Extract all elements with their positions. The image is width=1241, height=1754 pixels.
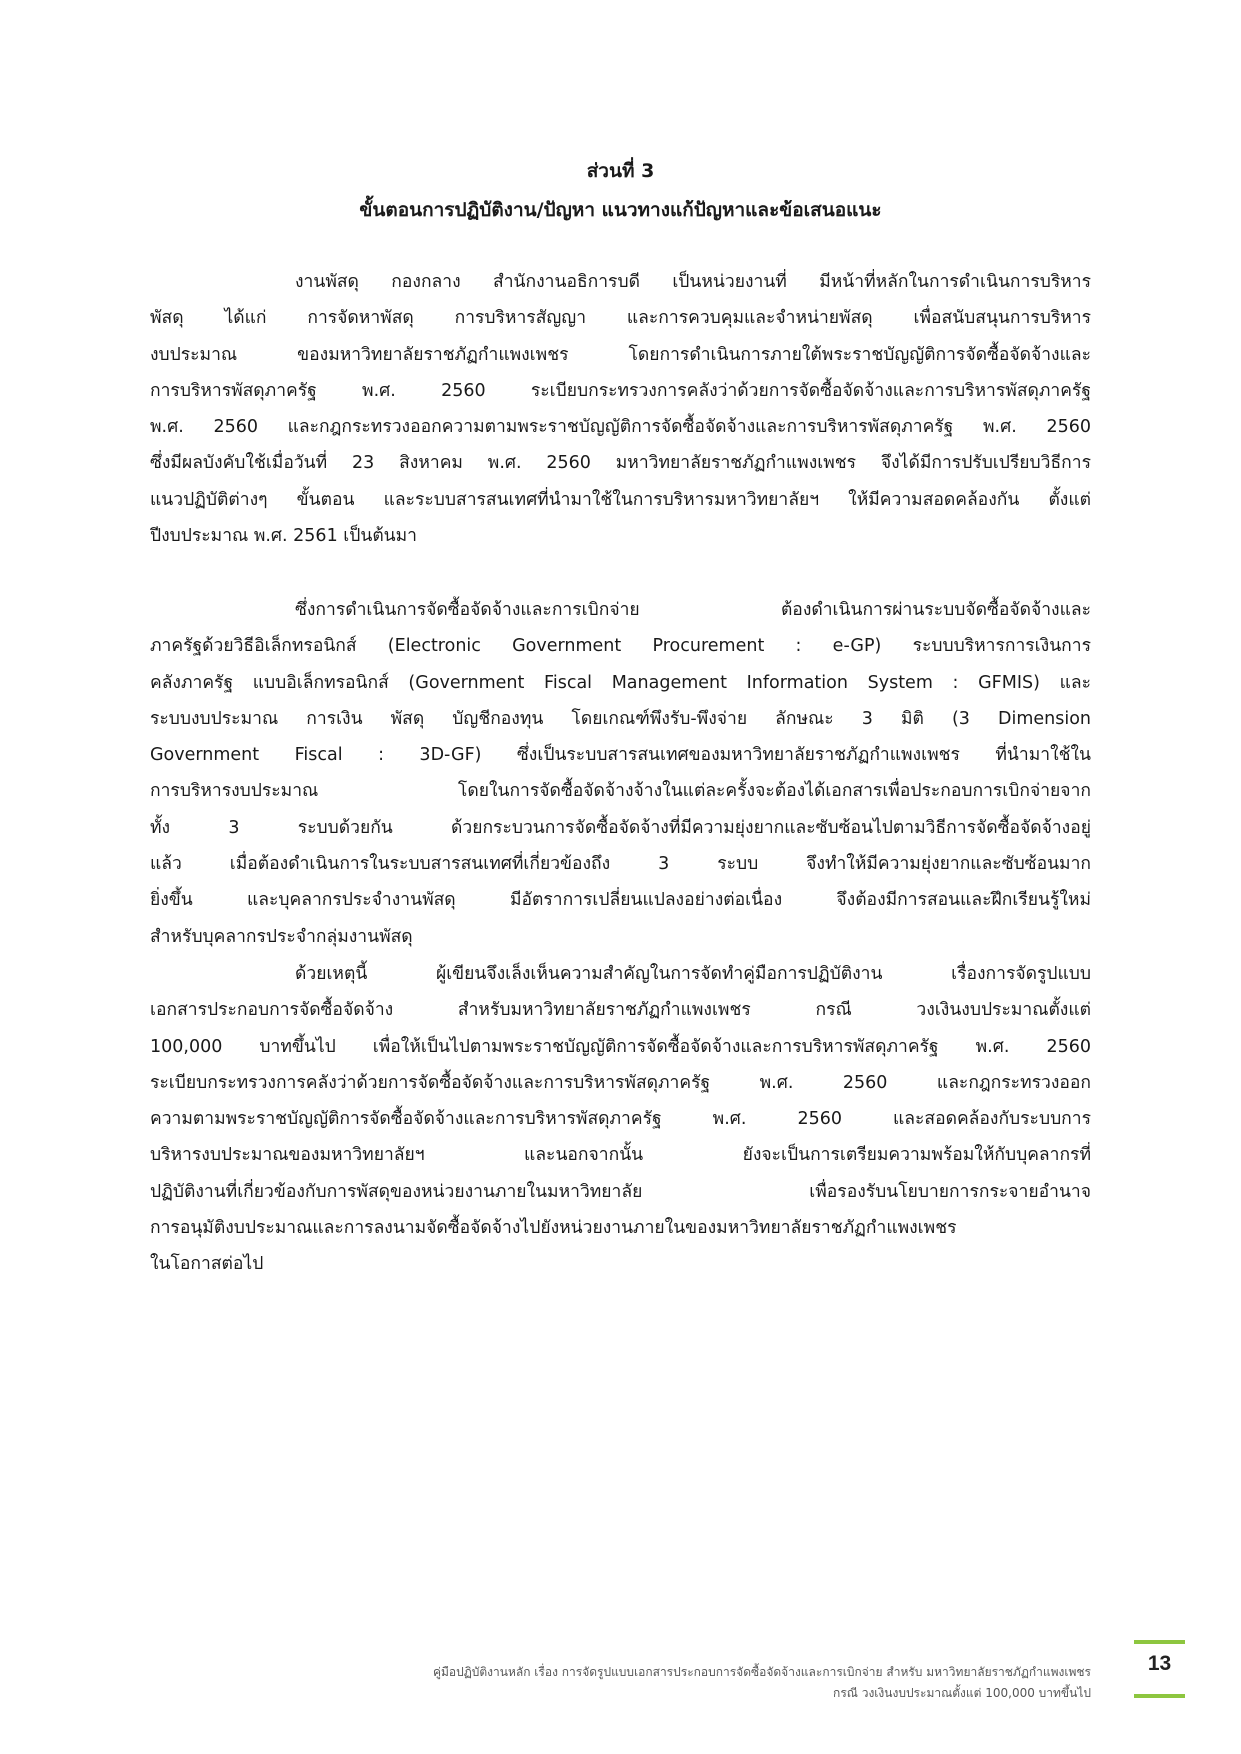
paragraph-1 — [150, 264, 1091, 554]
paragraph-line: เอกสารประกอบการจัดซื้อจัดจ้าง สำหรับมหาวิทยาลัยราชภัฏกำแพงเพชร กรณี วงเงินงบประมาณตั้งแต่ — [150, 1000, 1091, 1021]
section-subtitle: ขั้นตอนการปฏิบัติงาน/ปัญหา แนวทางแก้ปัญหาและข้อเสนอแนะ — [359, 199, 882, 221]
footer-document-title: คู่มือปฏิบัติงานหลัก เรื่อง การจัดรูปแบบเอกสารประกอบการจัดซื้อจัดจ้างและการเบิกจ่าย สำหรับ มหาวิทยาลัยราชภัฏกำแพงเพชร — [432, 1665, 1091, 1679]
paragraph-line: แนวปฏิบัติต่างๆ ขั้นตอน และระบบสารสนเทศที่นำมาใช้ในการบริหารมหาวิทยาลัยฯ ให้มีความสอดคล้องกัน ตั้งแต่ — [150, 489, 1091, 510]
paragraph-line: ในโอกาสต่อไป — [150, 1254, 264, 1275]
paragraph-line: บริหารงบประมาณของมหาวิทยาลัยฯ และนอกจากนั้น ยังจะเป็นการเตรียมความพร้อมให้กับบุคลากรที่ — [150, 1145, 1091, 1166]
paragraph-line: การบริหารพัสดุภาครัฐ พ.ศ. 2560 ระเบียบกระทรวงการคลังว่าด้วยการจัดซื้อจัดจ้างและการบริหารพัสดุภาครัฐ — [150, 380, 1091, 401]
paragraph-line: 100,000 บาทขึ้นไป เพื่อให้เป็นไปตามพระราชบัญญัติการจัดซื้อจัดจ้างและการบริหารพัสดุภาครัฐ พ.ศ. 2560 — [150, 1036, 1091, 1057]
paragraph-2 — [150, 592, 1091, 955]
paragraph-line: ซึ่งการดำเนินการจัดซื้อจัดจ้างและการเบิกจ่าย ต้องดำเนินการผ่านระบบจัดซื้อจัดจ้างและ — [295, 600, 1091, 620]
paragraph-line: สำหรับบุคลากรประจำกลุ่มงานพัสดุ — [150, 926, 413, 947]
paragraph-line: ความตามพระราชบัญญัติการจัดซื้อจัดจ้างและการบริหารพัสดุภาครัฐ พ.ศ. 2560 และสอดคล้องกับระบบการ — [150, 1109, 1091, 1130]
paragraph-line: ทั้ง 3 ระบบด้วยกัน ด้วยกระบวนการจัดซื้อจัดจ้างที่มีความยุ่งยากและซับซ้อนไปตามวิธีการจัดซื้อจัดจ้างอยู่ — [150, 817, 1091, 838]
paragraph-line: Government Fiscal : 3D-GF) ซึ่งเป็นระบบสารสนเทศของมหาวิทยาลัยราชภัฏกำแพงเพชร ที่นำมาใช้ใน — [150, 745, 1091, 766]
page-number-bottom-bar — [1134, 1694, 1185, 1698]
paragraph-line: พ.ศ. 2560 และกฎกระทรวงออกความตามพระราชบัญญัติการจัดซื้อจัดจ้างและการบริหารพัสดุภาครัฐ พ.ศ. 2560 — [150, 417, 1091, 438]
page-number: 13 — [1147, 1652, 1172, 1675]
paragraph-line: ระบบงบประมาณ การเงิน พัสดุ บัญชีกองทุน โดยเกณฑ์พึงรับ-พึงจ่าย ลักษณะ 3 มิติ (3 Dimension — [150, 708, 1091, 729]
paragraph-line: คลังภาครัฐ แบบอิเล็กทรอนิกส์ (Government Fiscal Management Information System : GFMIS) และ — [150, 672, 1091, 693]
paragraph-line: ปีงบประมาณ พ.ศ. 2561 เป็นต้นมา — [150, 526, 418, 547]
paragraph-line: การบริหารงบประมาณ โดยในการจัดซื้อจัดจ้างจ้างในแต่ละครั้งจะต้องได้เอกสารเพื่อประกอบการเบิกจ่ายจาก — [150, 781, 1091, 802]
paragraph-line: ปฏิบัติงานที่เกี่ยวข้องกับการพัสดุของหน่วยงานภายในมหาวิทยาลัย เพื่อรองรับนโยบายการกระจายอำนาจ — [150, 1181, 1091, 1202]
paragraph-line: ภาครัฐด้วยวิธีอิเล็กทรอนิกส์ (Electronic Government Procurement : e-GP) ระบบบริหารการเงินการ — [150, 636, 1091, 657]
paragraph-line: แล้ว เมื่อต้องดำเนินการในระบบสารสนเทศที่เกี่ยวข้องถึง 3 ระบบ จึงทำให้มีความยุ่งยากและซับซ้อนมาก — [150, 854, 1091, 875]
page-number-box — [1134, 1640, 1185, 1698]
section-title: ส่วนที่ 3 — [586, 160, 655, 182]
paragraph-line: พัสดุ ได้แก่ การจัดหาพัสดุ การบริหารสัญญา และการควบคุมและจำหน่ายพัสดุ เพื่อสนับสนุนการบริหาร — [150, 308, 1091, 329]
paragraph-line: การอนุมัติงบประมาณและการลงนามจัดซื้อจัดจ้างไปยังหน่วยงานภายในของมหาวิทยาลัยราชภัฏกำแพงเพชร — [150, 1218, 957, 1239]
paragraph-line: ด้วยเหตุนี้ ผู้เขียนจึงเล็งเห็นความสำคัญในการจัดทำคู่มือการปฏิบัติงาน เรื่องการจัดรูปแบบ — [295, 964, 1091, 984]
paragraph-line: ยิ่งขึ้น และบุคลากรประจำงานพัสดุ มีอัตราการเปลี่ยนแปลงอย่างต่อเนื่อง จึงต้องมีการสอนและฝึกเรียนรู้ใหม่ — [150, 890, 1091, 911]
paragraph-line: ซึ่งมีผลบังคับใช้เมื่อวันที่ 23 สิงหาคม พ.ศ. 2560 มหาวิทยาลัยราชภัฏกำแพงเพชร จึงได้มีการปรับเปรียบวิธีการ — [150, 453, 1091, 474]
paragraph-3 — [150, 956, 1091, 1283]
paragraph-line: งานพัสดุ กองกลาง สำนักงานอธิการบดี เป็นหน่วยงานที่ มีหน้าที่หลักในการดำเนินการบริหาร — [295, 272, 1091, 292]
footer-document-subtitle: กรณี วงเงินงบประมาณตั้งแต่ 100,000 บาทขึ้นไป — [833, 1686, 1091, 1700]
paragraph-line: งบประมาณ ของมหาวิทยาลัยราชภัฏกำแพงเพชร โดยการดำเนินการภายใต้พระราชบัญญัติการจัดซื้อจัดจ้างและ — [150, 344, 1091, 365]
paragraph-line: ระเบียบกระทรวงการคลังว่าด้วยการจัดซื้อจัดจ้างและการบริหารพัสดุภาครัฐ พ.ศ. 2560 และกฎกระทรวงออก — [150, 1072, 1091, 1093]
page-number-top-bar — [1134, 1640, 1185, 1644]
